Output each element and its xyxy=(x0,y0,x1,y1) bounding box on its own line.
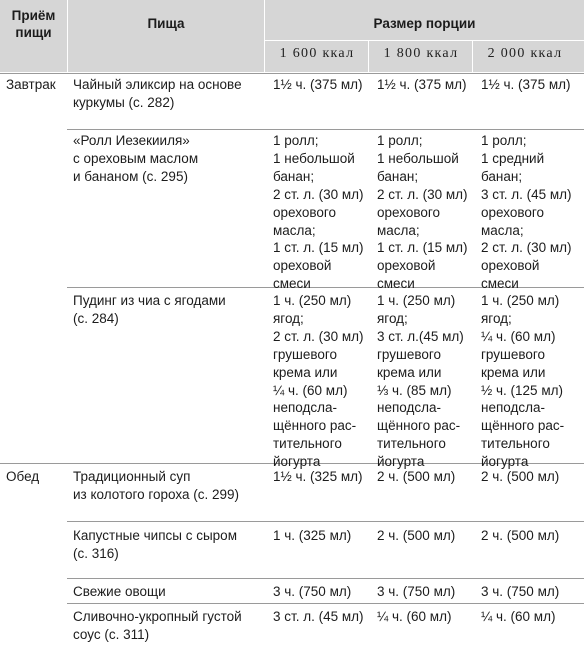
row-divider xyxy=(67,521,584,522)
portion-line: ореховой xyxy=(481,258,540,274)
portion-line: ⅓ ч. (85 мл) xyxy=(377,382,452,398)
portion-1600 xyxy=(273,468,362,486)
row-divider xyxy=(67,129,584,130)
portion-line: ¼ ч. (60 мл) xyxy=(377,609,452,624)
portion-line: грушевого xyxy=(481,346,546,362)
portion-line: йогурта xyxy=(377,454,425,470)
portion-line: 1½ ч. (375 мл) xyxy=(273,77,363,92)
portion-line: неподсла- xyxy=(481,400,545,416)
portion-1600 xyxy=(273,583,351,601)
portion-line: 2 ст. л. (30 мл) xyxy=(273,328,364,344)
portion-line: ¼ ч. (60 мл) xyxy=(481,609,556,624)
portion-line: ½ ч. (125 мл) xyxy=(481,382,563,398)
portion-2000 xyxy=(481,527,559,545)
portion-line: орехового xyxy=(273,204,336,220)
food-line: Пудинг из чиа с ягодами xyxy=(73,293,226,308)
portion-line: грушевого xyxy=(377,346,442,362)
portion-line: 1 ст. л. (15 мл) xyxy=(273,240,364,256)
portion-1600 xyxy=(273,76,362,94)
header-kcal-1600: 1 600 ккал xyxy=(279,46,355,61)
portion-line: 2 ч. (500 мл) xyxy=(377,469,456,484)
portion-line: 2 ст. л. (30 мл) xyxy=(481,240,572,256)
portion-line: 2 ст. л. (30 мл) xyxy=(377,186,468,202)
food-line: (с. 316) xyxy=(73,545,119,561)
portion-line: 1 небольшой xyxy=(273,150,355,166)
portion-line: смеси xyxy=(273,276,311,292)
food-cell xyxy=(73,292,226,328)
portion-line: 1 ролл; xyxy=(481,133,527,148)
portion-line: 2 ч. (500 мл) xyxy=(481,528,560,543)
portion-line: 3 ст. л. (45 мл) xyxy=(481,186,572,202)
portion-line: 1 ст. л. (15 мл) xyxy=(377,240,468,256)
portion-line: банан; xyxy=(481,168,523,184)
header-meal-line: Приём xyxy=(11,8,56,23)
header-divider xyxy=(265,40,584,41)
meal-label-breakfast: Завтрак xyxy=(6,77,56,92)
portion-line: 3 ч. (750 мл) xyxy=(481,584,560,599)
food-line: Традиционный суп xyxy=(73,469,191,484)
portion-1600 xyxy=(273,292,364,471)
portion-line: 2 ч. (500 мл) xyxy=(377,528,456,543)
portion-1800 xyxy=(377,76,466,94)
portion-line: 3 ст. л.(45 мл) xyxy=(377,328,464,344)
portion-1800 xyxy=(377,608,451,626)
portion-line: 3 ст. л. (45 мл) xyxy=(273,609,364,624)
portion-line: масла; xyxy=(481,222,524,238)
portion-line: щённого рас- xyxy=(377,418,461,434)
portion-line: йогурта xyxy=(273,454,321,470)
food-line: Сливочно-укропный густой xyxy=(73,609,242,624)
portion-line: ягод; xyxy=(377,310,408,326)
food-line: Свежие овощи xyxy=(73,584,166,599)
portion-line: 1½ ч. (375 мл) xyxy=(481,77,571,92)
row-divider xyxy=(67,578,584,579)
portion-line: 1½ ч. (325 мл) xyxy=(273,469,363,484)
portion-line: 1 ролл; xyxy=(377,133,423,148)
header-kcal-2000: 2 000 ккал xyxy=(487,46,563,61)
portion-1600 xyxy=(273,132,364,293)
portion-line: ореховой xyxy=(377,258,436,274)
portion-1600 xyxy=(273,608,364,626)
portion-line: ¼ ч. (60 мл) xyxy=(481,328,556,344)
food-line: из колотого гороха (с. 299) xyxy=(73,486,240,502)
portion-line: 1 средний xyxy=(481,150,545,166)
food-line: с ореховым маслом xyxy=(73,150,199,166)
portion-line: ¼ ч. (60 мл) xyxy=(273,382,348,398)
portion-line: 1 небольшой xyxy=(377,150,459,166)
food-line: (с. 284) xyxy=(73,310,119,326)
portion-2000 xyxy=(481,583,559,601)
portion-line: 1½ ч. (375 мл) xyxy=(377,77,467,92)
header-portion: Размер порции xyxy=(373,16,476,31)
portion-1800 xyxy=(377,527,455,545)
portion-line: тительного xyxy=(481,436,550,452)
portion-line: 2 ст. л. (30 мл) xyxy=(273,186,364,202)
food-cell xyxy=(73,132,198,186)
portion-line: смеси xyxy=(377,276,415,292)
food-cell xyxy=(73,583,166,601)
portion-line: орехового xyxy=(377,204,440,220)
portion-line: 1 ролл; xyxy=(273,133,319,148)
food-cell xyxy=(73,468,239,504)
portion-line: 1 ч. (250 мл) xyxy=(273,293,352,308)
header-kcal-1800: 1 800 ккал xyxy=(383,46,459,61)
portion-line: тительного xyxy=(273,436,342,452)
portion-line: тительного xyxy=(377,436,446,452)
portion-1800 xyxy=(377,292,464,471)
portion-line: орехового xyxy=(481,204,544,220)
food-line: «Ролл Иезекииля» xyxy=(73,133,190,148)
portion-1800 xyxy=(377,583,455,601)
food-cell xyxy=(73,76,242,112)
portion-1800 xyxy=(377,132,468,293)
food-cell xyxy=(73,608,242,644)
portion-line: грушевого xyxy=(273,346,338,362)
portion-line: масла; xyxy=(377,222,420,238)
portion-line: 3 ч. (750 мл) xyxy=(377,584,456,599)
portion-2000 xyxy=(481,76,570,94)
portion-line: крема или xyxy=(377,364,442,380)
row-divider xyxy=(0,73,584,74)
portion-line: неподсла- xyxy=(377,400,441,416)
portion-line: йогурта xyxy=(481,454,529,470)
portion-line: ореховой xyxy=(273,258,332,274)
portion-line: ягод; xyxy=(273,310,304,326)
row-divider xyxy=(67,603,584,604)
portion-1600 xyxy=(273,527,351,545)
meal-label-lunch: Обед xyxy=(6,469,40,484)
header-meal xyxy=(0,7,67,41)
portion-line: крема или xyxy=(481,364,546,380)
food-line: и бананом (с. 295) xyxy=(73,168,188,184)
portion-line: щённого рас- xyxy=(481,418,565,434)
food-cell xyxy=(73,527,237,563)
food-line: Капустные чипсы с сыром xyxy=(73,528,237,543)
header-food: Пища xyxy=(147,16,185,31)
portion-line: 1 ч. (325 мл) xyxy=(273,528,352,543)
portion-1800 xyxy=(377,468,455,486)
portion-line: 1 ч. (250 мл) xyxy=(481,293,560,308)
portion-line: щённого рас- xyxy=(273,418,357,434)
portion-line: ягод; xyxy=(481,310,512,326)
portion-line: банан; xyxy=(377,168,419,184)
portion-line: неподсла- xyxy=(273,400,337,416)
portion-2000 xyxy=(481,608,555,626)
portion-2000 xyxy=(481,132,572,293)
portion-line: 1 ч. (250 мл) xyxy=(377,293,456,308)
portion-line: 3 ч. (750 мл) xyxy=(273,584,352,599)
portion-2000 xyxy=(481,468,559,486)
portion-line: смеси xyxy=(481,276,519,292)
header-divider xyxy=(67,0,68,72)
food-line: куркумы (с. 282) xyxy=(73,94,175,110)
portion-line: масла; xyxy=(273,222,316,238)
header-meal-line: пищи xyxy=(15,25,52,40)
food-line: соус (с. 311) xyxy=(73,626,150,642)
portion-line: крема или xyxy=(273,364,338,380)
portion-line: банан; xyxy=(273,168,315,184)
portion-2000 xyxy=(481,292,564,471)
food-line: Чайный эликсир на основе xyxy=(73,77,242,92)
portion-line: 2 ч. (500 мл) xyxy=(481,469,560,484)
